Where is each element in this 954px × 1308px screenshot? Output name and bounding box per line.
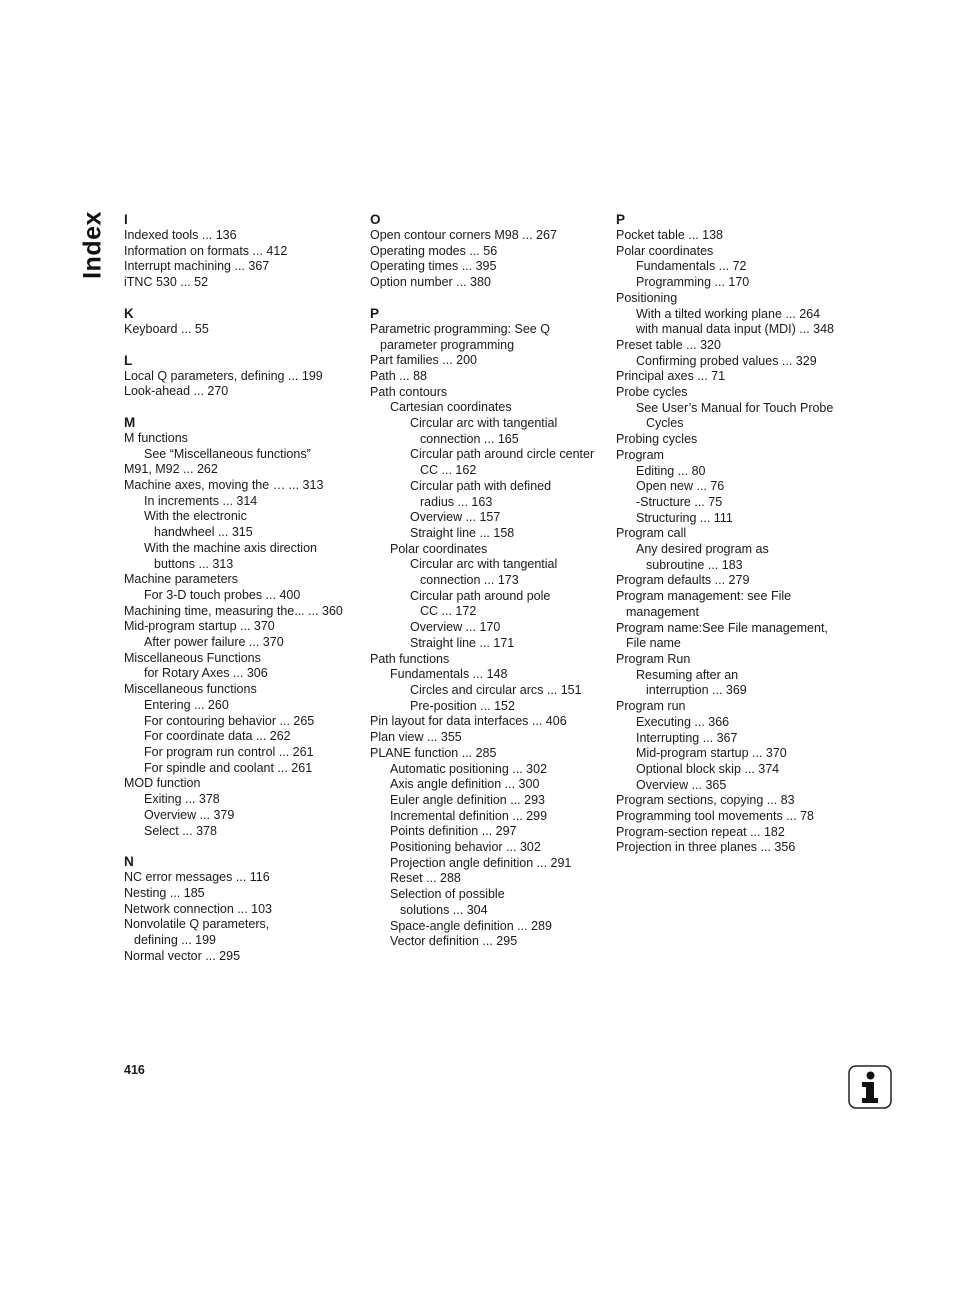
section-letter: P: [616, 212, 626, 227]
index-entry: Interrupt machining ... 367: [124, 259, 270, 274]
index-entry: Program: [616, 447, 664, 462]
index-entry: Local Q parameters, defining ... 199: [124, 368, 323, 383]
index-entry: Projection angle definition ... 291: [390, 855, 572, 870]
index-entry: Vector definition ... 295: [390, 934, 518, 949]
index-entry: CC ... 162: [420, 463, 477, 478]
index-entry: Fundamentals ... 72: [636, 259, 747, 274]
index-section: [370, 211, 606, 291]
index-entry: Parametric programming: See Q: [370, 321, 550, 336]
index-column-1: [124, 211, 364, 964]
index-entry: See User’s Manual for Touch Probe: [636, 400, 834, 415]
index-entry: Projection in three planes ... 356: [616, 840, 796, 855]
index-entry: Interrupting ... 367: [636, 730, 738, 745]
index-entry: Reset ... 288: [390, 871, 461, 886]
index-entry: Nonvolatile Q parameters,: [124, 917, 270, 932]
index-entry: connection ... 173: [420, 573, 519, 588]
index-entry: Indexed tools ... 136: [124, 228, 237, 242]
index-entry: Overview ... 170: [410, 620, 501, 635]
index-entry: Machine parameters: [124, 572, 238, 587]
index-entry: -Structure ... 75: [636, 494, 723, 509]
index-entry: For coordinate data ... 262: [144, 729, 291, 744]
index-entry: Automatic positioning ... 302: [390, 761, 548, 776]
index-entry: Exiting ... 378: [144, 792, 220, 807]
index-entry: Confirming probed values ... 329: [636, 353, 817, 368]
index-entry: Path ... 88: [370, 368, 427, 383]
index-entry: Circles and circular arcs ... 151: [410, 682, 582, 697]
index-entry: Network connection ... 103: [124, 901, 272, 916]
index-entry: handwheel ... 315: [154, 525, 253, 540]
index-entry: In increments ... 314: [144, 493, 258, 508]
index-entry: Axis angle definition ... 300: [390, 777, 540, 792]
index-entry: Nesting ... 185: [124, 885, 205, 900]
index-entry: CC ... 172: [420, 604, 477, 619]
index-entry: Entering ... 260: [144, 697, 229, 712]
index-entry: Program management: see File: [616, 589, 792, 604]
index-entry: interruption ... 369: [646, 683, 747, 698]
index-entry: Miscellaneous functions: [124, 682, 257, 697]
index-entry: Path functions: [370, 651, 450, 666]
index-entry: Circular arc with tangential: [410, 557, 558, 572]
index-entry: buttons ... 313: [154, 556, 234, 571]
index-entry: Points definition ... 297: [390, 824, 517, 839]
index-entry: Program call: [616, 526, 687, 541]
index-entry: radius ... 163: [420, 494, 493, 509]
index-entry: Principal axes ... 71: [616, 369, 726, 384]
index-entry: management: [626, 604, 699, 619]
index-entry: Executing ... 366: [636, 714, 730, 729]
index-entry: M91, M92 ... 262: [124, 462, 218, 477]
index-entry: Program name:See File management,: [616, 620, 828, 635]
index-entry: Circular path around pole: [410, 588, 551, 603]
index-entry: Polar coordinates: [616, 243, 714, 258]
index-entry: Probing cycles: [616, 432, 698, 447]
page-number: 416: [124, 1063, 145, 1077]
index-section: [616, 211, 856, 856]
index-entry: Information on formats ... 412: [124, 243, 288, 258]
index-entry: Normal vector ... 295: [124, 948, 241, 963]
index-entry: Pre-position ... 152: [410, 698, 515, 713]
index-entry: Program sections, copying ... 83: [616, 793, 795, 808]
index-entry: solutions ... 304: [400, 902, 488, 917]
side-title-text: Index: [78, 211, 107, 279]
index-entry: Overview ... 379: [144, 807, 235, 822]
index-entry: Editing ... 80: [636, 463, 706, 478]
index-entry: Program-section repeat ... 182: [616, 824, 785, 839]
index-entry: Circular arc with tangential: [410, 416, 558, 431]
index-entry: Program defaults ... 279: [616, 573, 750, 588]
index-entry: with manual data input (MDI) ... 348: [636, 322, 835, 337]
index-entry: Cartesian coordinates: [390, 400, 512, 415]
index-entry: Look-ahead ... 270: [124, 384, 229, 399]
index-entry: MOD function: [124, 776, 201, 791]
index-entry: iTNC 530 ... 52: [124, 275, 209, 290]
index-entry: Euler angle definition ... 293: [390, 792, 545, 807]
index-entry: See “Miscellaneous functions”: [144, 446, 311, 461]
index-entry: For program run control ... 261: [144, 744, 314, 759]
index-entry: Open new ... 76: [636, 479, 725, 494]
index-entry: Option number ... 380: [370, 275, 491, 290]
index-column-2: [370, 211, 606, 950]
index-entry: Straight line ... 171: [410, 635, 515, 650]
index-entry: Incremental definition ... 299: [390, 808, 548, 823]
index-section: [124, 352, 364, 400]
index-entry: M functions: [124, 430, 188, 445]
index-entry: With the electronic: [144, 509, 247, 524]
index-entry: Polar coordinates: [390, 541, 488, 556]
section-letter: O: [370, 212, 381, 227]
index-entry: File name: [626, 636, 681, 651]
index-entry: Machining time, measuring the... ... 360: [124, 603, 343, 618]
index-entry: Overview ... 365: [636, 777, 727, 792]
index-entry: Space-angle definition ... 289: [390, 918, 552, 933]
side-title: [78, 211, 108, 279]
index-entry: subroutine ... 183: [646, 557, 743, 572]
index-entry: Programming tool movements ... 78: [616, 809, 814, 824]
index-entry: Cycles: [646, 416, 684, 431]
index-entry: Circular path with defined: [410, 478, 552, 493]
index-entry: Resuming after an: [636, 667, 739, 682]
index-entry: Path contours: [370, 384, 448, 399]
index-entry: With a tilted working plane ... 264: [636, 306, 821, 321]
index-section: [124, 853, 364, 964]
index-entry: Positioning: [616, 290, 678, 305]
index-entry: Circular path around circle center: [410, 447, 595, 462]
index-entry: Program run: [616, 699, 686, 714]
index-entry: Miscellaneous Functions: [124, 650, 261, 665]
index-entry: For contouring behavior ... 265: [144, 713, 315, 728]
index-entry: Selection of possible: [390, 887, 505, 902]
index-entry: For spindle and coolant ... 261: [144, 760, 313, 775]
index-entry: Overview ... 157: [410, 510, 501, 525]
index-entry: Probe cycles: [616, 385, 688, 400]
index-entry: For 3-D touch probes ... 400: [144, 587, 301, 602]
index-entry: With the machine axis direction: [144, 540, 317, 555]
index-entry: Optional block skip ... 374: [636, 761, 780, 776]
index-entry: for Rotary Axes ... 306: [144, 666, 268, 681]
index-entry: Pin layout for data interfaces ... 406: [370, 714, 567, 729]
section-letter: L: [124, 352, 133, 368]
index-entry: Fundamentals ... 148: [390, 667, 508, 682]
index-entry: Mid-program startup ... 370: [124, 619, 275, 634]
index-entry: Programming ... 170: [636, 275, 750, 290]
section-letter: N: [124, 854, 134, 870]
index-entry: After power failure ... 370: [144, 635, 284, 650]
index-entry: Positioning behavior ... 302: [390, 840, 541, 855]
index-entry: Structuring ... 111: [636, 510, 733, 525]
section-letter: P: [370, 305, 380, 321]
index-section: [370, 305, 606, 950]
index-entry: Mid-program startup ... 370: [636, 746, 787, 761]
section-letter: M: [124, 414, 136, 430]
index-entry: NC error messages ... 116: [124, 870, 270, 885]
index-section: [124, 305, 364, 338]
index-section: [124, 211, 364, 291]
index-entry: defining ... 199: [134, 933, 217, 948]
index-entry: Operating times ... 395: [370, 259, 497, 274]
index-entry: Open contour corners M98 ... 267: [370, 228, 557, 242]
index-column-3: [616, 211, 856, 856]
index-entry: Machine axes, moving the … ... 313: [124, 478, 324, 493]
index-section: [124, 414, 364, 839]
index-entry: PLANE function ... 285: [370, 745, 497, 760]
index-entry: Pocket table ... 138: [616, 228, 724, 242]
index-entry: Part families ... 200: [370, 353, 477, 368]
index-entry: Plan view ... 355: [370, 730, 462, 745]
index-entry: Select ... 378: [144, 823, 217, 838]
section-letter: K: [124, 305, 134, 321]
index-entry: Straight line ... 158: [410, 525, 515, 540]
index-entry: Any desired program as: [636, 542, 769, 557]
info-icon: [848, 1065, 892, 1109]
section-letter: I: [124, 212, 128, 227]
index-entry: Preset table ... 320: [616, 337, 721, 352]
index-entry: parameter programming: [380, 337, 515, 352]
index-entry: Operating modes ... 56: [370, 243, 498, 258]
index-entry: Keyboard ... 55: [124, 321, 209, 336]
info-icon-graphic: [848, 1065, 892, 1109]
index-entry: Program Run: [616, 651, 691, 666]
index-entry: connection ... 165: [420, 431, 519, 446]
